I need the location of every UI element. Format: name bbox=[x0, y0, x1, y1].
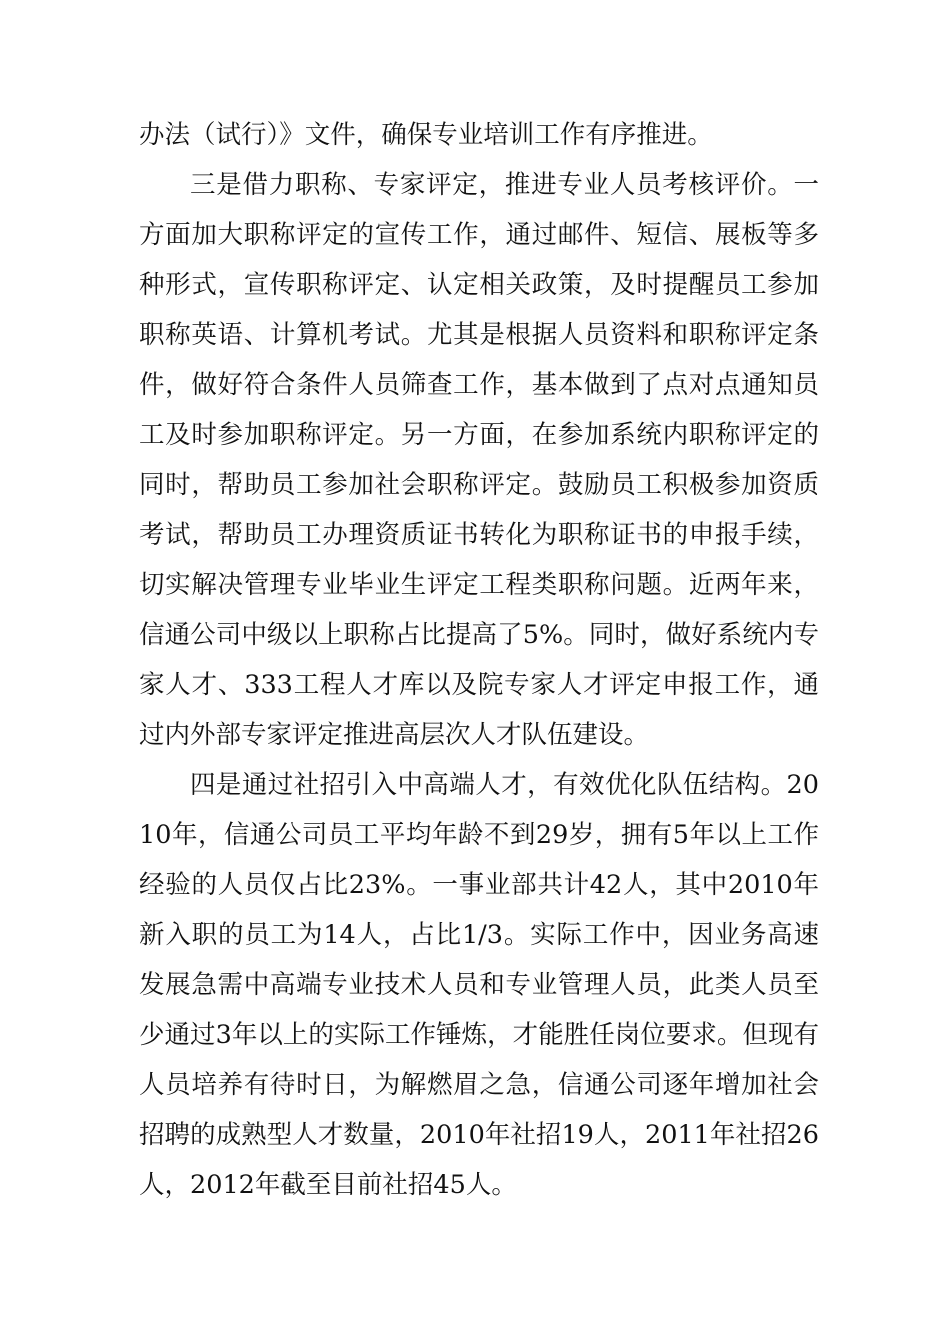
paragraph-social-recruitment: 四是通过社招引入中高端人才，有效优化队伍结构。2010年，信通公司员工平均年龄不到29岁，拥有5年以上工作经验的人员仅占比23%。一事业部共计42人，其中2010年新入职的员工为14人，占比1/3。实际工作中，因业务高速发展急需中高端专业技术人员和专业管理人员，此类人员至少通过3年以上的实际工作锤炼，才能胜任岗位要求。但现有人员培养有待时日，为解燃眉之急，信通公司逐年增加社会招聘的成熟型人才数量，2010年社招19人，2011年社招26人，2012年截至目前社招45人。 bbox=[139, 770, 819, 1200]
document-body bbox=[139, 110, 819, 1210]
paragraph-professional-evaluation: 三是借力职称、专家评定，推进专业人员考核评价。一方面加大职称评定的宣传工作，通过邮件、短信、展板等多种形式，宣传职称评定、认定相关政策，及时提醒员工参加职称英语、计算机考试。尤其是根据人员资料和职称评定条件，做好符合条件人员筛查工作，基本做到了点对点通知员工及时参加职称评定。另一方面，在参加系统内职称评定的同时，帮助员工参加社会职称评定。鼓励员工积极参加资质考试，帮助员工办理资质证书转化为职称证书的申报手续，切实解决管理专业毕业生评定工程类职称问题。近两年来，信通公司中级以上职称占比提高了5%。同时，做好系统内专家人才、333工程人才库以及院专家人才评定申报工作，通过内外部专家评定推进高层次人才队伍建设。 bbox=[139, 170, 819, 750]
paragraph-continuation: 办法（试行）》文件，确保专业培训工作有序推进。 bbox=[139, 120, 713, 150]
